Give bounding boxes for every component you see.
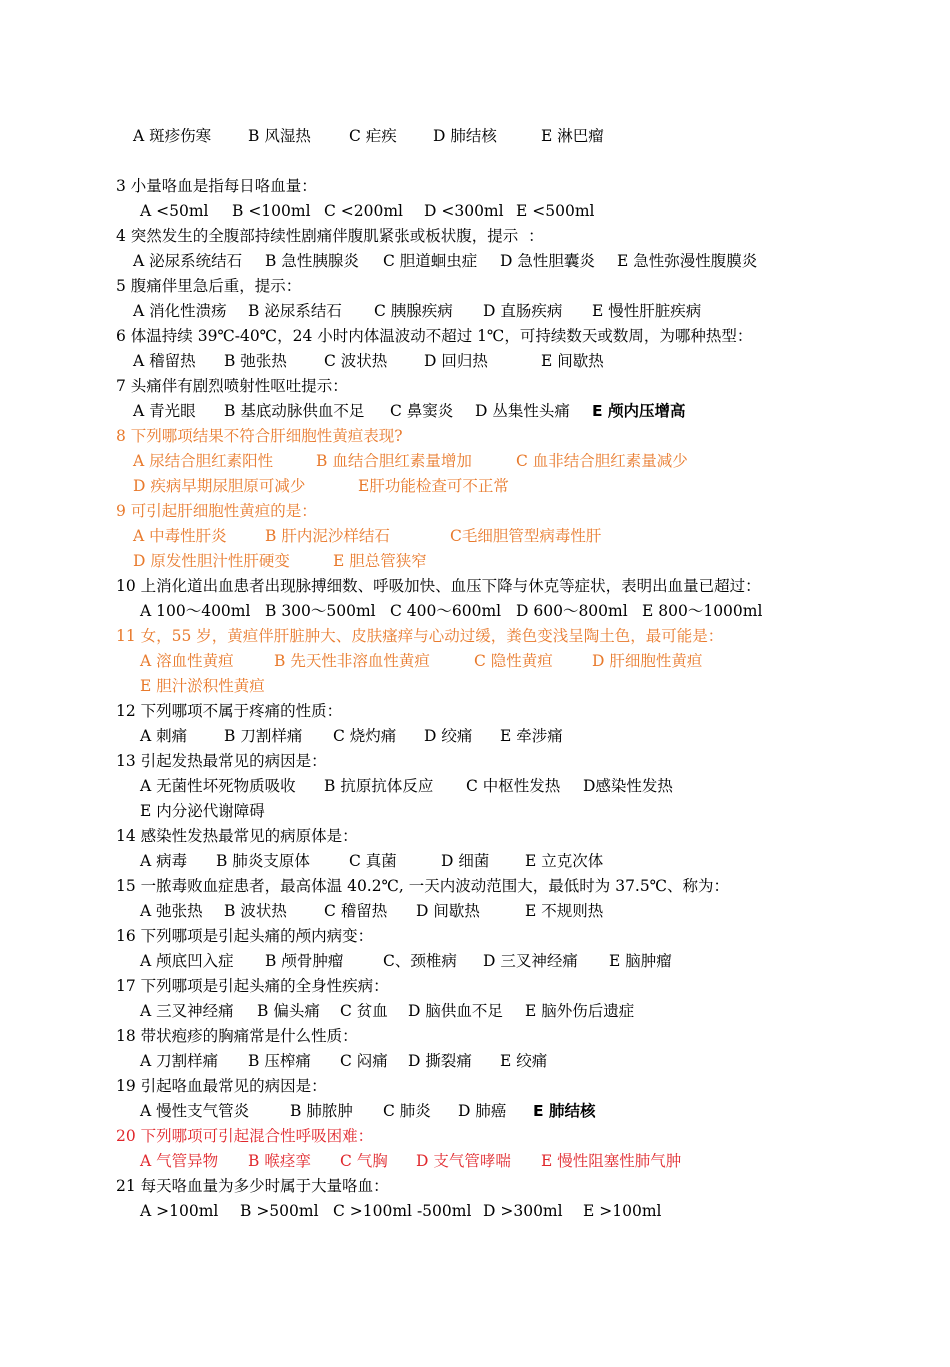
option: B 波状热 bbox=[224, 902, 287, 920]
option: A 颅底凹入症 bbox=[140, 952, 234, 970]
options-line bbox=[0, 899, 604, 923]
option: C 烧灼痛 bbox=[333, 727, 397, 745]
option: C 疟疾 bbox=[349, 127, 397, 145]
question-16: 16 下列哪项是引起头痛的颅内病变： bbox=[116, 927, 374, 945]
option: C <200ml bbox=[324, 202, 404, 220]
option: C 400～600ml bbox=[390, 602, 502, 620]
option: C 真菌 bbox=[349, 852, 397, 870]
option: D 支气管哮喘 bbox=[416, 1152, 511, 1170]
options-line bbox=[0, 774, 673, 798]
option: C 闷痛 bbox=[340, 1052, 388, 1070]
option-answer: E 肺结核 bbox=[533, 1102, 596, 1120]
question-9: 9 可引起肝细胞性黄疸的是： bbox=[116, 502, 317, 520]
option: A 稽留热 bbox=[133, 352, 196, 370]
option: A 斑疹伤寒 bbox=[133, 127, 212, 145]
option: D 疾病早期尿胆原可减少 bbox=[133, 477, 306, 495]
question-10: 10 上消化道出血患者出现脉搏细数、呼吸加快、血压下降与休克等症状，表明出血量已超过： bbox=[116, 577, 761, 595]
question-11: 11 女，55 岁，黄疸伴肝脏肿大、皮肤瘙痒与心动过缓，粪色变浅呈陶土色，最可能是： bbox=[116, 627, 724, 645]
option: A 无菌性坏死物质吸收 bbox=[140, 777, 296, 795]
option: B 肺炎支原体 bbox=[216, 852, 310, 870]
option: A 病毒 bbox=[140, 852, 188, 870]
option: A 中毒性肝炎 bbox=[133, 527, 227, 545]
options-line bbox=[0, 124, 604, 148]
question-3: 3 小量咯血是指每日咯血量： bbox=[116, 177, 317, 195]
options-line bbox=[0, 1199, 662, 1223]
options-line bbox=[0, 649, 703, 673]
option: C 肺炎 bbox=[383, 1102, 431, 1120]
option: A 三叉神经痛 bbox=[140, 1002, 234, 1020]
option: C 中枢性发热 bbox=[466, 777, 561, 795]
question-5: 5 腹痛伴里急后重，提示： bbox=[116, 277, 302, 295]
option: C 胆道蛔虫症 bbox=[383, 252, 478, 270]
option: D 丛集性头痛 bbox=[475, 402, 570, 420]
question-14: 14 感染性发热最常见的病原体是： bbox=[116, 827, 358, 845]
options-line bbox=[0, 1149, 682, 1173]
option: B 刀割样痛 bbox=[224, 727, 303, 745]
options-line bbox=[0, 399, 686, 423]
options-line bbox=[0, 524, 602, 548]
option: D 撕裂痛 bbox=[408, 1052, 472, 1070]
option: E 慢性肝脏疾病 bbox=[592, 302, 702, 320]
option: E 急性弥漫性腹膜炎 bbox=[617, 252, 758, 270]
option: C 隐性黄疸 bbox=[474, 652, 553, 670]
option: A <50ml bbox=[140, 202, 209, 220]
option: D 直肠疾病 bbox=[483, 302, 563, 320]
option: E 绞痛 bbox=[500, 1052, 548, 1070]
options-line bbox=[0, 199, 595, 223]
option: D 回归热 bbox=[424, 352, 488, 370]
option: E 牵涉痛 bbox=[500, 727, 563, 745]
options-line bbox=[0, 1049, 548, 1073]
options-line bbox=[0, 474, 509, 498]
option: A 青光眼 bbox=[133, 402, 196, 420]
option: B 喉痉挛 bbox=[248, 1152, 311, 1170]
option: D 绞痛 bbox=[424, 727, 473, 745]
option: E 立克次体 bbox=[525, 852, 604, 870]
option: A 弛张热 bbox=[140, 902, 203, 920]
option: C、颈椎病 bbox=[383, 952, 457, 970]
option: B 泌尿系结石 bbox=[248, 302, 342, 320]
option: D感染性发热 bbox=[583, 777, 673, 795]
question-6: 6 体温持续 39℃-40℃，24 小时内体温波动不超过 1℃，可持续数天或数周，为哪种热型： bbox=[116, 327, 753, 345]
options-line bbox=[0, 674, 265, 698]
option-answer: E 颅内压增高 bbox=[592, 402, 686, 420]
options-line bbox=[0, 799, 265, 823]
option: E肝功能检查可不正常 bbox=[358, 477, 509, 495]
option: A 消化性溃疡 bbox=[133, 302, 227, 320]
option: D 600～800ml bbox=[516, 602, 628, 620]
option: D 急性胆囊炎 bbox=[500, 252, 595, 270]
option: E 胆总管狭窄 bbox=[333, 552, 427, 570]
option: B 压榨痛 bbox=[248, 1052, 311, 1070]
options-line bbox=[0, 999, 635, 1023]
option: B 血结合胆红素量增加 bbox=[316, 452, 472, 470]
options-line bbox=[0, 724, 563, 748]
option: D 间歇热 bbox=[416, 902, 480, 920]
option: B 肝内泥沙样结石 bbox=[265, 527, 390, 545]
option: B 颅骨肿瘤 bbox=[265, 952, 344, 970]
question-8: 8 下列哪项结果不符合肝细胞性黄疸表现? bbox=[116, 427, 403, 445]
option: A 刀割样痛 bbox=[140, 1052, 219, 1070]
option: D 肺癌 bbox=[458, 1102, 507, 1120]
option: C >100ml -500ml bbox=[333, 1202, 472, 1220]
option: C 贫血 bbox=[340, 1002, 388, 1020]
option: A 100～400ml bbox=[140, 602, 251, 620]
option: C 稽留热 bbox=[324, 902, 388, 920]
option: B 肺脓肿 bbox=[290, 1102, 353, 1120]
option: A 尿结合胆红素阳性 bbox=[133, 452, 274, 470]
option: B 基底动脉供血不足 bbox=[224, 402, 365, 420]
option: E 800～1000ml bbox=[642, 602, 763, 620]
option: A 刺痛 bbox=[140, 727, 188, 745]
option: E 间歇热 bbox=[541, 352, 604, 370]
question-12: 12 下列哪项不属于疼痛的性质： bbox=[116, 702, 343, 720]
question-18: 18 带状疱疹的胸痛常是什么性质： bbox=[116, 1027, 358, 1045]
option: A >100ml bbox=[140, 1202, 219, 1220]
option: D 肝细胞性黄疸 bbox=[592, 652, 703, 670]
options-line bbox=[0, 299, 702, 323]
options-line bbox=[0, 599, 763, 623]
option: C 血非结合胆红素量减少 bbox=[516, 452, 688, 470]
option: E 胆汁淤积性黄疸 bbox=[140, 677, 265, 695]
option: B >500ml bbox=[240, 1202, 319, 1220]
option: D 脑供血不足 bbox=[408, 1002, 503, 1020]
question-19: 19 引起咯血最常见的病因是： bbox=[116, 1077, 327, 1095]
options-line bbox=[0, 849, 604, 873]
question-4: 4 突然发生的全腹部持续性剧痛伴腹肌紧张或板状腹，提示 ： bbox=[116, 227, 544, 245]
option: B <100ml bbox=[232, 202, 311, 220]
option: C 鼻窦炎 bbox=[390, 402, 454, 420]
options-line bbox=[0, 949, 672, 973]
option: B 风湿热 bbox=[248, 127, 311, 145]
option: B 偏头痛 bbox=[257, 1002, 320, 1020]
option: E 淋巴瘤 bbox=[541, 127, 604, 145]
options-line bbox=[0, 249, 758, 273]
option: E 慢性阻塞性肺气肿 bbox=[541, 1152, 682, 1170]
option: E 脑肿瘤 bbox=[609, 952, 672, 970]
options-line bbox=[0, 549, 427, 573]
option: E <500ml bbox=[516, 202, 595, 220]
options-line bbox=[0, 449, 688, 473]
options-line bbox=[0, 349, 604, 373]
options-line bbox=[0, 1099, 596, 1123]
option: C 胰腺疾病 bbox=[374, 302, 453, 320]
option: A 气管异物 bbox=[140, 1152, 219, 1170]
option: E 不规则热 bbox=[525, 902, 604, 920]
question-7: 7 头痛伴有剧烈喷射性呕吐提示： bbox=[116, 377, 348, 395]
option: B 300～500ml bbox=[265, 602, 376, 620]
question-17: 17 下列哪项是引起头痛的全身性疾病： bbox=[116, 977, 389, 995]
option: B 先天性非溶血性黄疸 bbox=[274, 652, 430, 670]
option: D 肺结核 bbox=[433, 127, 497, 145]
option: E >100ml bbox=[583, 1202, 662, 1220]
option: E 内分泌代谢障碍 bbox=[140, 802, 265, 820]
option: D <300ml bbox=[424, 202, 504, 220]
option: B 弛张热 bbox=[224, 352, 287, 370]
option: B 抗原抗体反应 bbox=[324, 777, 434, 795]
option: C 波状热 bbox=[324, 352, 388, 370]
option: A 泌尿系统结石 bbox=[133, 252, 243, 270]
option: D 细菌 bbox=[441, 852, 490, 870]
question-15: 15 一脓毒败血症患者，最高体温 40.2℃, 一天内波动范围大，最低时为 37.5℃、称为： bbox=[116, 877, 730, 895]
option: A 慢性支气管炎 bbox=[140, 1102, 250, 1120]
question-21: 21 每天咯血量为多少时属于大量咯血： bbox=[116, 1177, 389, 1195]
question-20: 20 下列哪项可引起混合性呼吸困难： bbox=[116, 1127, 374, 1145]
question-13: 13 引起发热最常见的病因是： bbox=[116, 752, 327, 770]
option: E 脑外伤后遗症 bbox=[525, 1002, 635, 1020]
option: D 三叉神经痛 bbox=[483, 952, 578, 970]
option: C毛细胆管型病毒性肝 bbox=[450, 527, 602, 545]
option: D >300ml bbox=[483, 1202, 563, 1220]
option: C 气胸 bbox=[340, 1152, 388, 1170]
option: D 原发性胆汁性肝硬变 bbox=[133, 552, 290, 570]
option: B 急性胰腺炎 bbox=[265, 252, 359, 270]
option: A 溶血性黄疸 bbox=[140, 652, 234, 670]
